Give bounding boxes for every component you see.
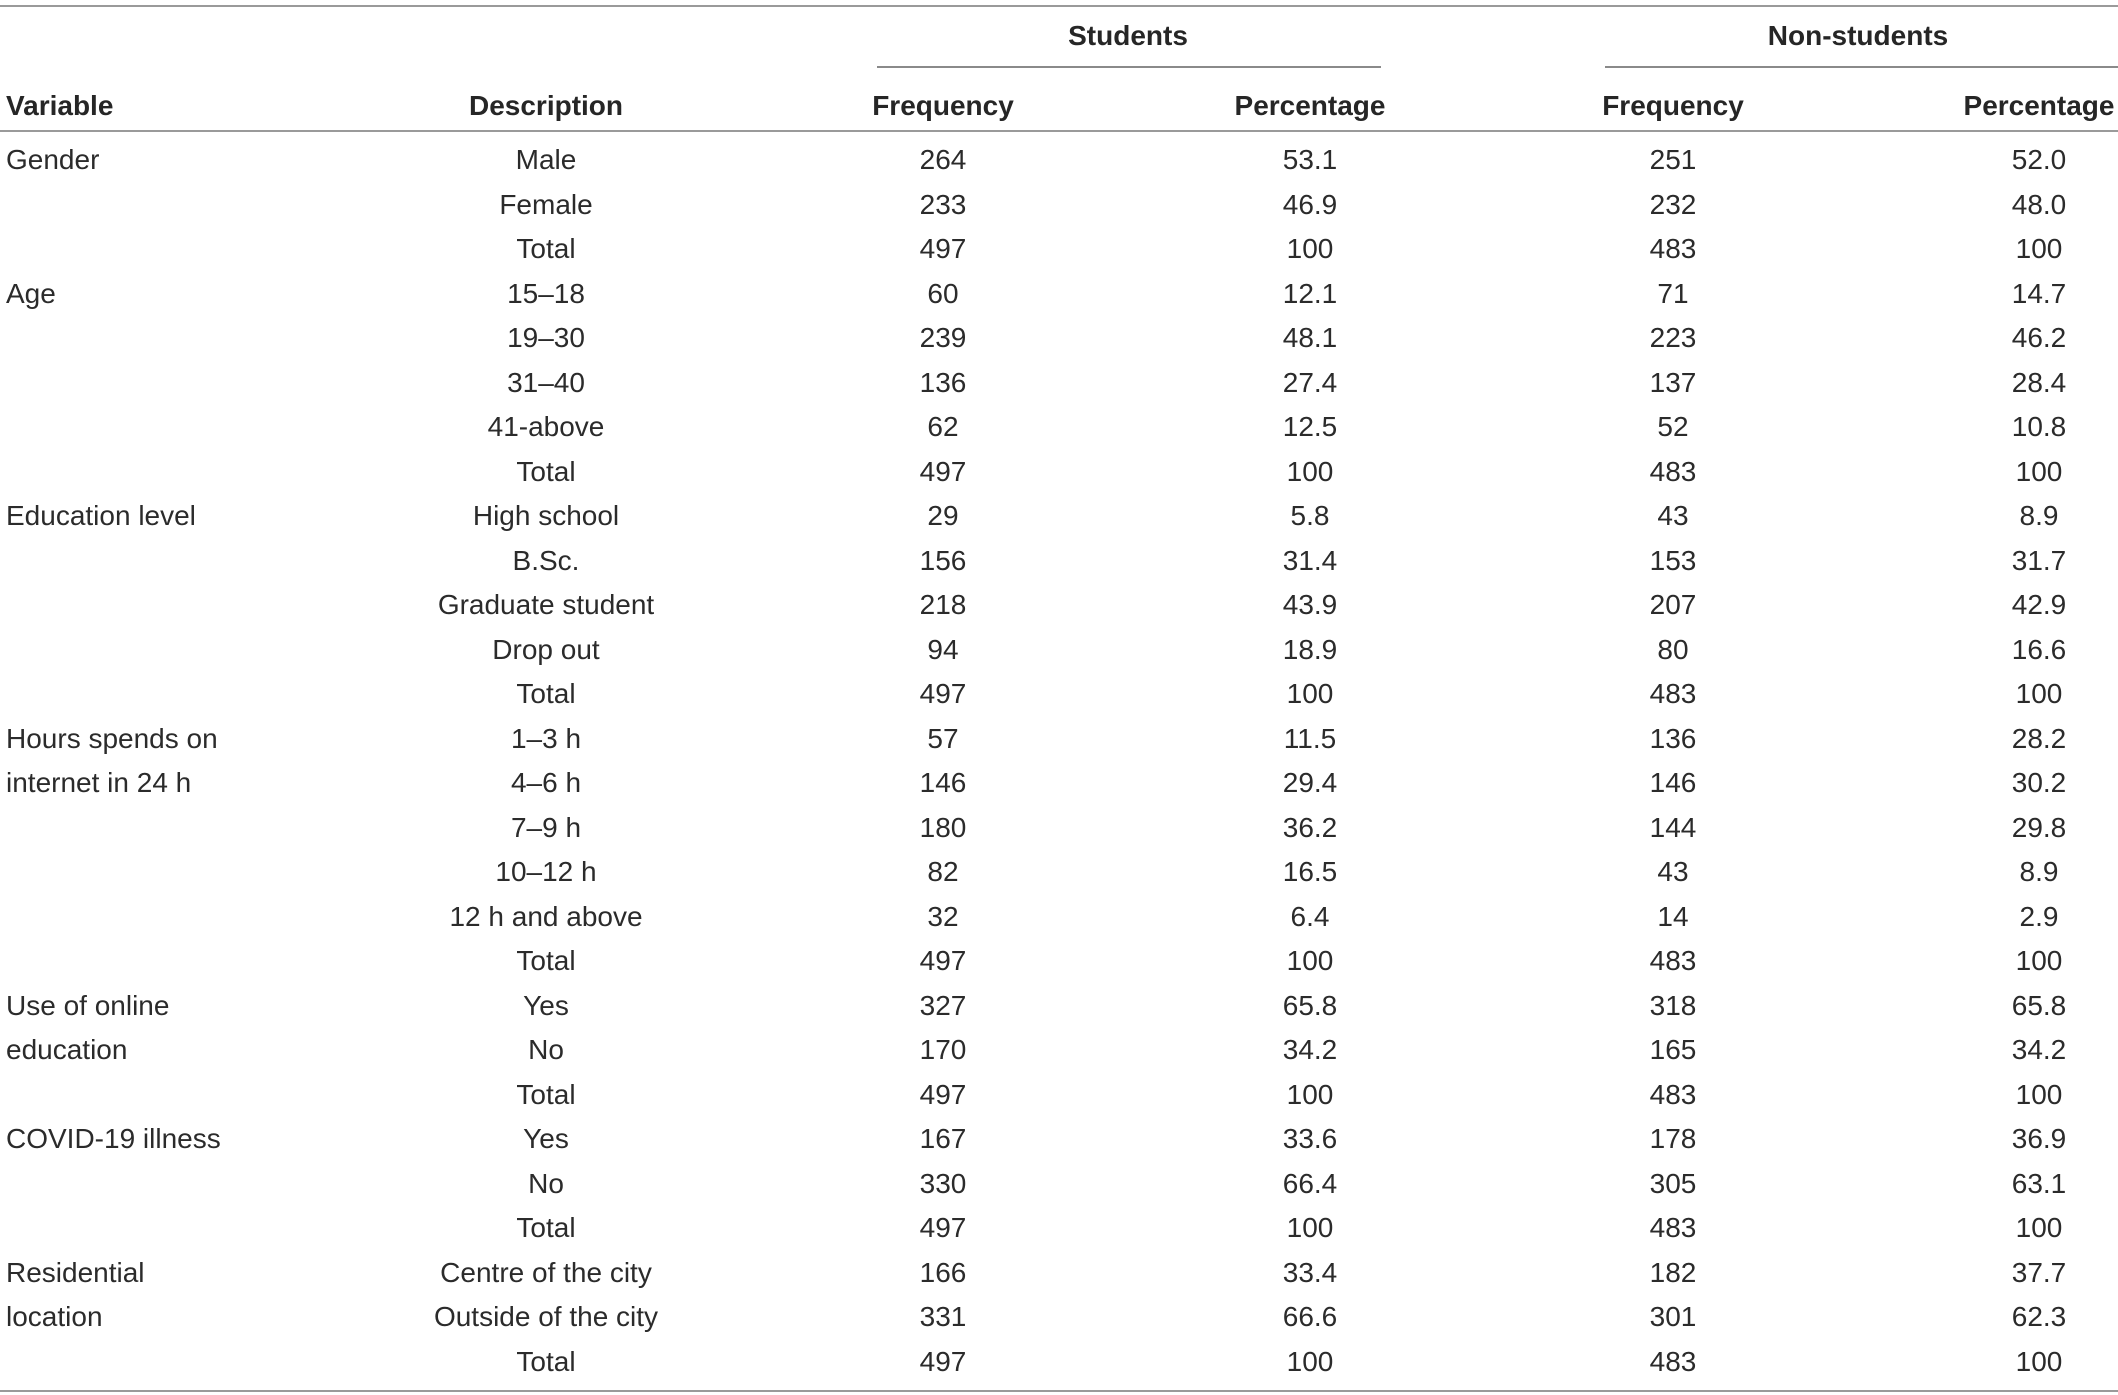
cell-percentage-nonstudents: 48.0 [2011, 188, 2067, 220]
cell-variable: location [6, 1301, 103, 1332]
cell-percentage-nonstudents: 62.3 [2011, 1301, 2067, 1332]
cell-frequency-nonstudents: 43 [1657, 500, 1689, 531]
cell-percentage-students: 46.9 [1282, 188, 1338, 220]
cell-variable: education [6, 1034, 128, 1065]
cell-percentage-nonstudents: 8.9 [2019, 856, 2059, 887]
cell-frequency-nonstudents: 153 [1649, 544, 1697, 576]
cell-percentage-nonstudents: 2.9 [2019, 900, 2059, 932]
cell-description: Yes [523, 1123, 569, 1154]
cell-percentage-nonstudents: 100 [2015, 1212, 2063, 1243]
cell-frequency-students: 156 [919, 544, 967, 576]
cell-percentage-nonstudents: 100 [2015, 233, 2063, 264]
cell-frequency-nonstudents: 137 [1649, 366, 1697, 398]
cell-frequency-nonstudents: 483 [1649, 678, 1697, 709]
cell-variable: internet in 24 h [6, 767, 192, 798]
cell-description: High school [472, 500, 620, 531]
cell-percentage-nonstudents: 28.4 [2011, 366, 2067, 398]
cell-frequency-students: 497 [919, 1345, 967, 1377]
cell-description: Graduate student [437, 589, 655, 620]
col-header-frequency-students: Frequency [872, 90, 1014, 121]
cell-percentage-nonstudents: 100 [2015, 678, 2063, 709]
cell-percentage-students: 33.4 [1282, 1256, 1338, 1288]
cell-percentage-nonstudents: 31.7 [2011, 544, 2067, 576]
cell-percentage-students: 48.1 [1282, 322, 1338, 353]
cell-description: 15–18 [507, 277, 585, 309]
cell-percentage-students: 65.8 [1282, 989, 1338, 1021]
cell-percentage-nonstudents: 65.8 [2011, 989, 2067, 1021]
cell-frequency-students: 170 [919, 1034, 967, 1065]
cell-percentage-nonstudents: 34.2 [2011, 1034, 2067, 1065]
cell-frequency-students: 166 [919, 1256, 967, 1288]
cell-frequency-nonstudents: 483 [1649, 1078, 1697, 1110]
cell-frequency-nonstudents: 207 [1649, 589, 1697, 620]
cell-variable: Hours spends on [6, 722, 218, 754]
cell-description: Total [516, 233, 576, 264]
cell-percentage-nonstudents: 10.8 [2011, 411, 2067, 442]
cell-variable: Use of online [6, 989, 170, 1021]
cell-frequency-students: 167 [919, 1123, 967, 1154]
group-header-students: Students [1068, 20, 1188, 51]
cell-frequency-nonstudents: 223 [1649, 322, 1697, 353]
cell-frequency-students: 264 [919, 144, 967, 175]
cell-variable: Education level [6, 500, 196, 531]
cell-frequency-nonstudents: 80 [1657, 633, 1689, 665]
cell-frequency-nonstudents: 232 [1649, 188, 1697, 220]
cell-frequency-nonstudents: 483 [1649, 945, 1697, 976]
cell-frequency-students: 497 [919, 1078, 967, 1110]
cell-percentage-nonstudents: 30.2 [2011, 767, 2067, 798]
cell-description: Female [499, 188, 593, 220]
cell-frequency-students: 136 [919, 366, 967, 398]
col-header-percentage-nonstudents: Percentage [1963, 90, 2115, 121]
cell-description: Total [516, 678, 576, 709]
cell-percentage-students: 53.1 [1282, 144, 1338, 175]
cell-description: Outside of the city [433, 1301, 659, 1332]
cell-frequency-nonstudents: 52 [1657, 411, 1689, 442]
cell-description: 10–12 h [495, 856, 597, 887]
cell-percentage-students: 100 [1286, 233, 1334, 264]
group-rule-nonstudents [1605, 66, 2118, 68]
cell-frequency-nonstudents: 483 [1649, 233, 1697, 264]
col-header-frequency-nonstudents: Frequency [1602, 90, 1744, 121]
table-bottom-rule [0, 1390, 2118, 1392]
cell-description: 41-above [487, 411, 605, 442]
cell-percentage-students: 100 [1286, 678, 1334, 709]
cell-percentage-nonstudents: 14.7 [2011, 277, 2067, 309]
header-bottom-rule [0, 130, 2118, 132]
cell-percentage-students: 100 [1286, 1212, 1334, 1243]
cell-frequency-students: 233 [919, 188, 967, 220]
cell-percentage-students: 36.2 [1282, 811, 1338, 843]
cell-frequency-nonstudents: 14 [1657, 900, 1689, 932]
cell-description: No [528, 1034, 564, 1065]
cell-description: Yes [523, 989, 569, 1021]
cell-frequency-nonstudents: 178 [1649, 1123, 1697, 1154]
cell-variable: Age [6, 277, 56, 309]
cell-percentage-nonstudents: 100 [2015, 455, 2063, 487]
cell-variable: Gender [6, 144, 100, 175]
cell-percentage-students: 100 [1286, 1345, 1334, 1377]
cell-percentage-nonstudents: 16.6 [2011, 633, 2067, 665]
cell-percentage-students: 33.6 [1282, 1123, 1338, 1154]
cell-frequency-students: 497 [919, 1212, 967, 1243]
cell-frequency-students: 82 [927, 856, 959, 887]
cell-percentage-students: 43.9 [1282, 589, 1338, 620]
cell-percentage-nonstudents: 100 [2015, 1345, 2063, 1377]
cell-percentage-nonstudents: 42.9 [2011, 589, 2067, 620]
cell-percentage-nonstudents: 52.0 [2011, 144, 2067, 175]
cell-frequency-students: 60 [927, 277, 959, 309]
cell-description: Total [516, 1078, 576, 1110]
cell-frequency-nonstudents: 483 [1649, 1345, 1697, 1377]
cell-percentage-nonstudents: 8.9 [2019, 500, 2059, 531]
cell-frequency-students: 146 [919, 767, 967, 798]
cell-percentage-students: 12.5 [1282, 411, 1338, 442]
cell-frequency-students: 62 [927, 411, 959, 442]
cell-percentage-students: 27.4 [1282, 366, 1338, 398]
cell-percentage-students: 31.4 [1282, 544, 1338, 576]
cell-description: Total [516, 945, 576, 976]
cell-frequency-students: 29 [927, 500, 959, 531]
cell-frequency-students: 497 [919, 233, 967, 264]
cell-frequency-students: 330 [919, 1167, 967, 1199]
cell-percentage-nonstudents: 100 [2015, 945, 2063, 976]
cell-frequency-nonstudents: 251 [1649, 144, 1697, 175]
cell-frequency-students: 239 [919, 322, 967, 353]
cell-percentage-students: 100 [1286, 455, 1334, 487]
cell-percentage-students: 11.5 [1283, 722, 1337, 754]
cell-description: 1–3 h [510, 722, 582, 754]
cell-frequency-nonstudents: 71 [1657, 277, 1689, 309]
cell-description: No [528, 1167, 564, 1199]
cell-percentage-nonstudents: 46.2 [2011, 322, 2067, 353]
cell-variable: COVID-19 illness [6, 1123, 221, 1154]
cell-frequency-nonstudents: 301 [1649, 1301, 1697, 1332]
cell-frequency-students: 94 [927, 633, 959, 665]
cell-frequency-students: 497 [919, 945, 967, 976]
cell-description: 31–40 [507, 366, 585, 398]
cell-percentage-students: 34.2 [1282, 1034, 1338, 1065]
cell-description: B.Sc. [512, 544, 580, 576]
cell-percentage-nonstudents: 28.2 [2011, 722, 2067, 754]
col-header-variable: Variable [6, 90, 114, 121]
cell-frequency-nonstudents: 305 [1649, 1167, 1697, 1199]
table-top-rule [0, 5, 2118, 7]
cell-percentage-students: 5.8 [1290, 500, 1330, 531]
cell-percentage-nonstudents: 100 [2015, 1078, 2063, 1110]
cell-frequency-nonstudents: 165 [1649, 1034, 1697, 1065]
cell-frequency-nonstudents: 182 [1649, 1256, 1697, 1288]
cell-description: Drop out [492, 633, 600, 665]
cell-variable: Residential [6, 1256, 145, 1288]
group-header-nonstudents: Non-students [1767, 20, 1949, 51]
col-header-description: Description [468, 90, 624, 121]
cell-description: Total [516, 1345, 576, 1377]
cell-frequency-students: 32 [927, 900, 959, 932]
cell-percentage-students: 6.4 [1290, 900, 1330, 932]
cell-frequency-students: 57 [927, 722, 959, 754]
cell-percentage-students: 66.4 [1282, 1167, 1338, 1199]
cell-description: Total [516, 455, 576, 487]
cell-frequency-nonstudents: 43 [1657, 856, 1689, 887]
cell-description: 19–30 [507, 322, 585, 353]
cell-frequency-students: 331 [919, 1301, 967, 1332]
cell-percentage-students: 12.1 [1282, 277, 1338, 309]
cell-percentage-students: 66.6 [1282, 1301, 1338, 1332]
group-rule-students [877, 66, 1381, 68]
cell-frequency-students: 218 [919, 589, 967, 620]
cell-percentage-nonstudents: 29.8 [2011, 811, 2067, 843]
cell-percentage-students: 100 [1286, 945, 1334, 976]
cell-percentage-students: 18.9 [1282, 633, 1338, 665]
cell-frequency-nonstudents: 483 [1649, 455, 1697, 487]
cell-percentage-students: 100 [1286, 1078, 1334, 1110]
cell-frequency-students: 327 [919, 989, 967, 1021]
cell-frequency-nonstudents: 483 [1649, 1212, 1697, 1243]
cell-frequency-students: 497 [919, 678, 967, 709]
cell-description: 7–9 h [510, 811, 582, 843]
cell-frequency-nonstudents: 136 [1649, 722, 1697, 754]
cell-percentage-students: 29.4 [1282, 767, 1338, 798]
cell-description: 12 h and above [449, 900, 643, 932]
cell-description: Centre of the city [440, 1256, 652, 1288]
cell-frequency-nonstudents: 318 [1649, 989, 1697, 1021]
cell-percentage-nonstudents: 36.9 [2011, 1123, 2067, 1154]
cell-description: Male [515, 144, 577, 175]
cell-frequency-nonstudents: 144 [1649, 811, 1697, 843]
cell-percentage-students: 16.5 [1282, 856, 1338, 887]
cell-description: Total [516, 1212, 576, 1243]
cell-frequency-nonstudents: 146 [1649, 767, 1697, 798]
cell-frequency-students: 497 [919, 455, 967, 487]
col-header-percentage-students: Percentage [1234, 90, 1386, 121]
cell-percentage-nonstudents: 63.1 [2011, 1167, 2067, 1199]
cell-description: 4–6 h [510, 767, 582, 798]
cell-percentage-nonstudents: 37.7 [2011, 1256, 2067, 1288]
cell-frequency-students: 180 [919, 811, 967, 843]
